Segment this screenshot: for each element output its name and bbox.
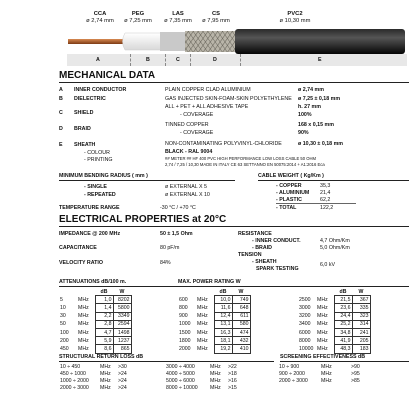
mech-sub-c: - COVERAGE <box>180 112 214 118</box>
att-frequency: 1000 <box>179 321 191 328</box>
att-header-blank <box>196 288 214 296</box>
srl-unit: MHz <box>100 370 111 377</box>
att-db-value: 16,3 <box>214 328 232 336</box>
screening-value: >90 <box>351 363 360 370</box>
mech-letter-e: E <box>59 142 63 148</box>
sheath-label: - SHEATH <box>252 259 277 265</box>
att-power-value: 1498 <box>113 328 131 336</box>
att-power-value: 611 <box>232 312 250 320</box>
srl-range: 2000 ÷ 3000 <box>60 385 89 392</box>
mech-desc-b: GAS INJECTED SKIN-FOAM-SKIN POLYETHYLENE <box>165 96 292 102</box>
att-unit: MHz <box>317 313 328 320</box>
srl-unit: MHz <box>210 377 221 384</box>
weight-total-label: - TOTAL <box>276 205 297 211</box>
att-header-blank <box>298 288 316 296</box>
att-header-blank <box>316 288 334 296</box>
att-frequency: 1800 <box>179 337 191 344</box>
att-frequency: 3000 <box>299 304 311 311</box>
capacitance-value: 80 pF/m <box>160 245 180 251</box>
tension-title: TENSION <box>238 252 262 258</box>
bending-repeated-value: ø EXTERNAL X 10 <box>165 192 210 198</box>
att-power-value: 2594 <box>113 320 131 328</box>
attenuation-row <box>298 312 370 320</box>
att-frequency: 10 <box>60 304 66 311</box>
att-db-value: 23,6 <box>334 304 352 312</box>
spark-testing-label: SPARK TESTING <box>256 266 299 272</box>
att-unit: MHz <box>197 296 208 303</box>
att-db-value: 21,5 <box>334 296 352 304</box>
att-power-value: 205 <box>352 337 370 345</box>
mech-sub-d: - COVERAGE <box>180 130 214 136</box>
att-db-value: 1,0 <box>95 296 113 304</box>
srl-unit: MHz <box>100 377 111 384</box>
att-frequency: 1500 <box>179 329 191 336</box>
braid-resistance-label: - BRAID <box>252 245 273 251</box>
att-unit: MHz <box>78 304 89 311</box>
att-header-db: dB <box>219 288 227 295</box>
att-frequency: 200 <box>60 337 69 344</box>
attenuation-table-3 <box>298 288 371 354</box>
att-unit: MHz <box>197 313 208 320</box>
att-unit: MHz <box>78 313 89 320</box>
att-header-w: W <box>358 288 364 295</box>
att-frequency: 600 <box>179 296 188 303</box>
impedance-label: IMPEDANCE @ 200 MHz <box>59 231 121 237</box>
attenuation-row <box>178 345 250 353</box>
mech-name-c: SHIELD <box>74 110 94 116</box>
srl-row <box>59 363 249 370</box>
weight-aluminium-label: - ALUMINIUM <box>276 190 310 196</box>
attenuation-row <box>298 337 370 345</box>
colour-value: BLACK - RAL 9004 <box>165 149 213 155</box>
att-frequency: 30 <box>60 313 66 320</box>
mech-desc-c: ALL + PET + ALL ADHESIVE TAPE <box>165 104 249 110</box>
electrical-title: ELECTRICAL PROPERTIES at 20°C <box>59 214 227 225</box>
braid-resistance-value: 5,0 Ohm/Km <box>320 245 350 251</box>
velocity-value: 84% <box>160 260 171 266</box>
bending-title: MINIMUM BENDING RADIUS ( mm ) <box>59 173 148 179</box>
att-frequency: 900 <box>179 313 188 320</box>
layer-label-e: PVC2 ø 10,30 mm <box>279 11 311 24</box>
att-power-value: 183 <box>352 345 370 353</box>
attenuation-table-1 <box>59 288 132 354</box>
mech-name-e: SHEATH <box>74 142 96 148</box>
att-db-value: 1,4 <box>95 304 113 312</box>
att-unit: MHz <box>197 337 208 344</box>
srl-row <box>59 370 249 377</box>
mech-name-b: DIELECTRIC <box>74 96 106 102</box>
att-power-value: 8202 <box>113 296 131 304</box>
screening-value: >95 <box>351 370 360 377</box>
att-db-value: 48,3 <box>334 345 352 353</box>
temperature-value: -30 °C / +70 °C <box>160 205 196 211</box>
att-db-value: 5,9 <box>95 337 113 345</box>
att-header-blank <box>77 288 95 296</box>
att-header-blank <box>59 288 77 296</box>
screening-row <box>278 370 372 377</box>
srl-range: 450 ÷ 1000 <box>60 370 86 377</box>
velocity-label: VELOCITY RATIO <box>59 260 103 266</box>
att-power-value: 3349 <box>113 312 131 320</box>
attenuation-row <box>178 337 250 345</box>
att-unit: MHz <box>78 345 89 352</box>
mech-val-c: h. 27 mm <box>298 104 321 110</box>
mech-subval-d: 90% <box>298 130 309 136</box>
letter-d: D <box>213 57 217 63</box>
srl-value: >24 <box>118 377 127 384</box>
attenuation-table-2 <box>178 288 251 354</box>
screening-unit: MHz <box>321 363 332 370</box>
att-power-value: 367 <box>352 296 370 304</box>
srl-value: >30 <box>118 363 127 370</box>
layer-label-d: CS ø 7,95 mm <box>202 11 230 24</box>
srl-range: 3000 ÷ 4000 <box>166 363 195 370</box>
srl-range: 5000 ÷ 6000 <box>166 377 195 384</box>
att-unit: MHz <box>317 296 328 303</box>
srl-value: >22 <box>228 363 237 370</box>
weight-plastic-label: - PLASTIC <box>276 197 302 203</box>
impedance-value: 50 ± 1,5 Ohm <box>160 231 193 237</box>
att-unit: MHz <box>197 329 208 336</box>
att-power-value: 335 <box>352 304 370 312</box>
att-db-value: 8,6 <box>95 345 113 353</box>
mech-letter-c: C <box>59 110 63 116</box>
attenuation-row <box>298 304 370 312</box>
srl-unit: MHz <box>100 363 111 370</box>
att-header-w: W <box>119 288 125 295</box>
att-header-db: dB <box>339 288 347 295</box>
printing-line2: 2,74 / 7,25 / 10,30 MADE IN ITALY CE 63 SETTANNO EN 50075:2014 + A1:2016 Eca <box>165 162 325 167</box>
dielectric-shape <box>123 33 166 50</box>
attenuation-row <box>59 345 131 353</box>
srl-title: STRUCTURAL RETURN LOSS dB <box>59 354 144 360</box>
att-unit: MHz <box>78 321 89 328</box>
attenuation-row <box>178 312 250 320</box>
attenuation-row <box>59 337 131 345</box>
attenuation-row <box>178 304 250 312</box>
srl-unit: MHz <box>210 385 221 392</box>
srl-value: >16 <box>228 377 237 384</box>
mech-desc-d: TINNED COPPER <box>165 122 209 128</box>
power-rating-title: MAX. POWER RATING W <box>178 279 241 285</box>
att-unit: MHz <box>317 321 328 328</box>
attenuation-row <box>298 328 370 336</box>
srl-value: >18 <box>228 370 237 377</box>
att-db-value: 10,0 <box>214 296 232 304</box>
attenuation-row <box>59 296 131 304</box>
att-frequency: 8000 <box>299 337 311 344</box>
mech-val-a: ø 2,74 mm <box>298 87 324 93</box>
att-power-value: 1237 <box>113 337 131 345</box>
att-db-value: 11,6 <box>214 304 232 312</box>
att-db-value: 2,2 <box>95 312 113 320</box>
att-unit: MHz <box>197 345 208 352</box>
mech-val-e: ø 10,30 ± 0,18 mm <box>298 141 344 147</box>
mech-letter-a: A <box>59 87 63 93</box>
bending-single-label: - SINGLE <box>84 184 107 190</box>
att-unit: MHz <box>78 296 89 303</box>
att-db-value: 12,4 <box>214 312 232 320</box>
att-header-blank <box>178 288 196 296</box>
mech-name-d: BRAID <box>74 126 91 132</box>
attenuation-row <box>178 320 250 328</box>
attenuation-row <box>59 312 131 320</box>
att-db-value: 2,8 <box>95 320 113 328</box>
attenuation-title: ATTENUATIONS dB/100 m. <box>59 279 127 285</box>
bending-repeated-label: - REPEATED <box>84 192 116 198</box>
att-db-value: 24,4 <box>334 312 352 320</box>
att-power-value: 314 <box>352 320 370 328</box>
mech-subval-c: 100% <box>298 112 312 118</box>
att-frequency: 3200 <box>299 313 311 320</box>
att-header-w: W <box>238 288 244 295</box>
att-frequency: 450 <box>60 345 69 352</box>
att-frequency: 50 <box>60 321 66 328</box>
layer-label-b: PEG ø 7,25 mm <box>124 11 152 24</box>
screening-row <box>278 377 372 384</box>
srl-range: 4000 ÷ 5000 <box>166 370 195 377</box>
capacitance-label: CAPACITANCE <box>59 245 97 251</box>
letter-a: A <box>96 57 100 63</box>
attenuation-row <box>59 320 131 328</box>
att-power-value: 749 <box>232 296 250 304</box>
srl-range: 8000 ÷ 10000 <box>166 385 198 392</box>
att-db-value: 34,8 <box>334 328 352 336</box>
att-power-value: 241 <box>352 328 370 336</box>
mech-val-b: ø 7,25 ± 0,18 mm <box>298 96 341 102</box>
attenuation-row <box>298 320 370 328</box>
att-power-value: 865 <box>113 345 131 353</box>
srl-range: 1000 ÷ 2000 <box>60 377 89 384</box>
jacket-shape <box>235 29 405 54</box>
srl-range: 10 ÷ 450 <box>60 363 81 370</box>
att-unit: MHz <box>317 329 328 336</box>
att-db-value: 25,2 <box>334 320 352 328</box>
srl-row <box>59 385 249 392</box>
inner-conductor-value: 4,7 Ohm/Km <box>320 238 350 244</box>
att-unit: MHz <box>78 337 89 344</box>
att-frequency: 5 <box>60 296 63 303</box>
att-unit: MHz <box>317 304 328 311</box>
printing-line1: ## METER ## HF 400 PVC HIGH PERFORMANCE LOW LOSS CABLE 50 OHM <box>165 156 317 161</box>
attenuation-row <box>298 345 370 353</box>
att-db-value: 13,1 <box>214 320 232 328</box>
att-frequency: 6000 <box>299 329 311 336</box>
colour-label: - COLOUR <box>84 150 110 156</box>
letter-c: C <box>176 57 180 63</box>
screening-title: SCREENING EFFECTIVENESS dB <box>280 354 366 360</box>
mech-val-d: 168 x 0,15 mm <box>298 122 334 128</box>
weight-aluminium-value: 21,4 <box>320 190 331 196</box>
screening-range: 10 ÷ 900 <box>279 363 300 370</box>
att-frequency: 3400 <box>299 321 311 328</box>
screening-range: 900 ÷ 2000 <box>279 370 305 377</box>
weight-total-value: 122,2 <box>320 205 334 211</box>
att-power-value: 410 <box>232 345 250 353</box>
attenuation-row <box>59 328 131 336</box>
mech-letter-b: B <box>59 96 63 102</box>
att-unit: MHz <box>78 329 89 336</box>
att-power-value: 5800 <box>113 304 131 312</box>
srl-table <box>59 363 249 392</box>
screening-range: 2000 ÷ 3000 <box>279 377 308 384</box>
att-unit: MHz <box>197 304 208 311</box>
att-power-value: 323 <box>352 312 370 320</box>
temperature-label: TEMPERATURE RANGE <box>59 205 120 211</box>
letter-strip <box>67 54 407 66</box>
att-frequency: 100 <box>60 329 69 336</box>
att-db-value: 18,1 <box>214 337 232 345</box>
attenuation-row <box>178 328 250 336</box>
att-unit: MHz <box>317 337 328 344</box>
letter-e: E <box>318 57 322 63</box>
mechanical-title: MECHANICAL DATA <box>59 70 156 81</box>
att-unit: MHz <box>317 345 328 352</box>
srl-value: >15 <box>228 385 237 392</box>
att-frequency: 2500 <box>299 296 311 303</box>
att-db-value: 41,9 <box>334 337 352 345</box>
att-power-value: 648 <box>232 304 250 312</box>
layer-label-c: LAS ø 7,35 mm <box>164 11 192 24</box>
attenuation-row <box>59 304 131 312</box>
attenuation-row <box>178 296 250 304</box>
att-power-value: 474 <box>232 328 250 336</box>
weight-copper-label: - COPPER <box>276 183 302 189</box>
letter-b: B <box>146 57 150 63</box>
bending-single-value: ø EXTERNAL X 5 <box>165 184 207 190</box>
inner-conductor-label: - INNER CONDUCT. <box>252 238 301 244</box>
weight-copper-value: 35,3 <box>320 183 331 189</box>
weight-plastic-value: 62,2 <box>320 197 331 203</box>
att-header-db: dB <box>100 288 108 295</box>
srl-value: >24 <box>118 370 127 377</box>
mech-desc-a: PLAIN COPPER CLAD ALUMINIUM <box>165 87 251 93</box>
att-frequency: 10000 <box>299 345 314 352</box>
screening-unit: MHz <box>321 370 332 377</box>
att-power-value: 432 <box>232 337 250 345</box>
srl-unit: MHz <box>210 363 221 370</box>
srl-row <box>59 377 249 384</box>
att-unit: MHz <box>197 321 208 328</box>
resistance-title: RESISTANCE <box>238 231 272 237</box>
att-frequency: 2000 <box>179 345 191 352</box>
mech-letter-d: D <box>59 126 63 132</box>
printing-label: - PRINTING <box>84 157 113 163</box>
att-db-value: 19,2 <box>214 345 232 353</box>
screening-value: >85 <box>351 377 360 384</box>
conductor-shape <box>68 39 130 44</box>
screening-table <box>278 363 372 385</box>
mech-name-a: INNER CONDUCTOR <box>74 87 127 93</box>
srl-unit: MHz <box>210 370 221 377</box>
srl-unit: MHz <box>100 385 111 392</box>
att-frequency: 800 <box>179 304 188 311</box>
attenuation-row <box>298 296 370 304</box>
att-db-value: 4,7 <box>95 328 113 336</box>
layer-label-a: CCA ø 2,74 mm <box>86 11 114 24</box>
mech-desc-e: NON-CONTAMINATING POLYVINYL-CHLORIDE <box>165 141 282 147</box>
sheath-tension-value: 6,0 kV <box>320 262 336 268</box>
screening-unit: MHz <box>321 377 332 384</box>
srl-value: >24 <box>118 385 127 392</box>
weight-title: CABLE WEIGHT ( Kg/Km ) <box>258 173 324 179</box>
screening-row <box>278 363 372 370</box>
att-power-value: 580 <box>232 320 250 328</box>
